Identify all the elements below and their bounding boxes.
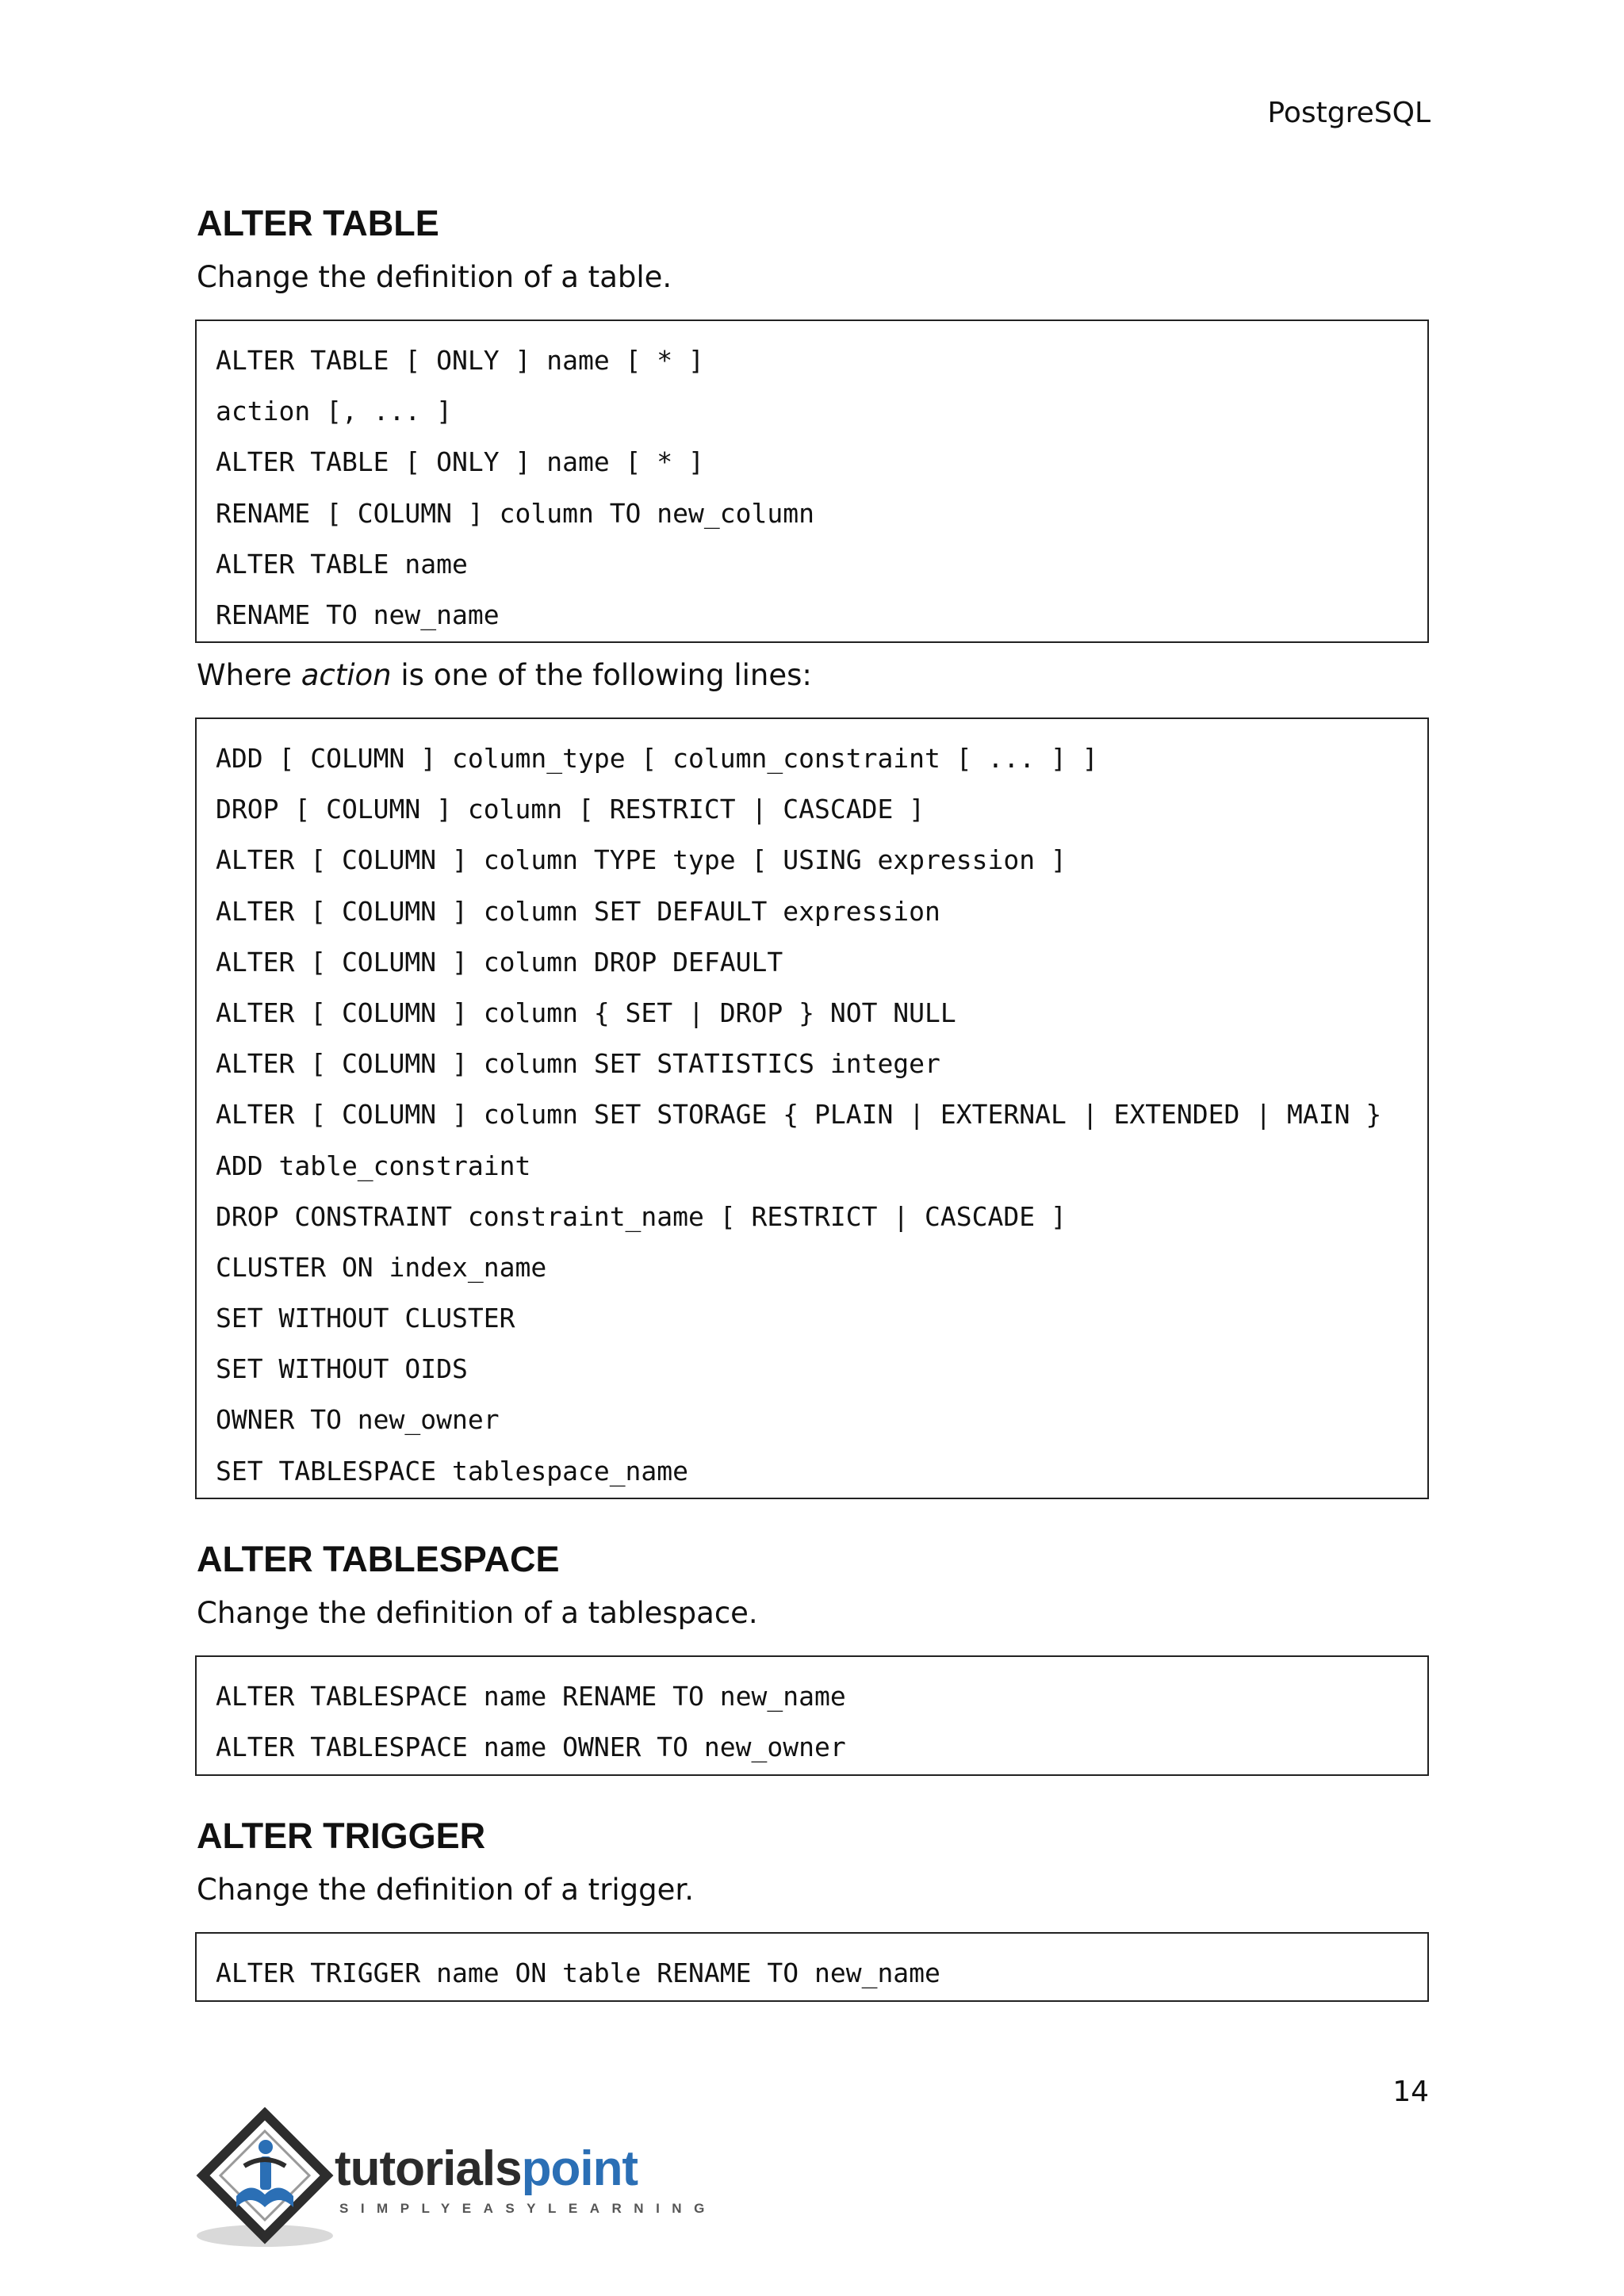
running-header: PostgreSQL [1267,97,1431,129]
code-line: OWNER TO new_owner [216,1404,500,1436]
code-line: ALTER TABLE name [216,548,468,580]
code-line: DROP CONSTRAINT constraint_name [ RESTRICT | CASCADE ] [216,1200,1067,1232]
section-title-alter-tablespace: ALTER TABLESPACE [197,1539,560,1579]
code-block-alter-tablespace [195,1655,1429,1776]
code-line: ALTER [ COLUMN ] column SET STORAGE { PLAIN | EXTERNAL | EXTENDED | MAIN } [216,1099,1382,1131]
where-term: action [301,658,392,692]
code-line: RENAME TO new_name [216,599,500,630]
logo-emblem-icon [195,2107,338,2250]
code-block-actions [195,718,1429,1499]
code-line: SET TABLESPACE tablespace_name [216,1455,689,1487]
section-desc-alter-trigger: Change the definition of a trigger. [197,1873,694,1907]
code-line: RENAME [ COLUMN ] column TO new_column [216,497,814,529]
code-line: action [, ... ] [216,396,453,427]
tutorialspoint-logo [195,2107,717,2250]
code-line: ALTER TABLESPACE name RENAME TO new_name [216,1681,846,1712]
section-title-alter-table: ALTER TABLE [197,203,439,243]
code-line: ADD table_constraint [216,1150,531,1181]
code-line: DROP [ COLUMN ] column [ RESTRICT | CASCADE ] [216,794,925,825]
where-suffix: is one of the following lines: [391,658,812,692]
code-line: ALTER TABLE [ ONLY ] name [ * ] [216,345,704,376]
code-line: ALTER [ COLUMN ] column SET DEFAULT expression [216,895,940,927]
page-number: 14 [1392,2076,1429,2108]
code-line: ALTER [ COLUMN ] column DROP DEFAULT [216,946,783,978]
logo-wordmark: tutorialspoint [335,2141,638,2196]
code-line: SET WITHOUT CLUSTER [216,1303,515,1334]
code-block-alter-table [195,320,1429,643]
where-action-note [197,658,812,692]
code-line: ALTER [ COLUMN ] column { SET | DROP } NOT NULL [216,997,956,1028]
code-line: ALTER TABLE [ ONLY ] name [ * ] [216,446,704,478]
section-desc-alter-tablespace: Change the definition of a tablespace. [197,1596,758,1630]
code-line: CLUSTER ON index_name [216,1251,547,1283]
section-title-alter-trigger: ALTER TRIGGER [197,1816,486,1856]
code-line: ALTER [ COLUMN ] column TYPE type [ USING expression ] [216,844,1067,876]
code-line: ALTER TRIGGER name ON table RENAME TO new_name [216,1957,940,1988]
code-line: ADD [ COLUMN ] column_type [ column_constraint [ ... ] ] [216,743,1098,774]
where-prefix: Where [197,658,301,692]
logo-tagline: SIMPLYEASYLEARNING [339,2201,717,2216]
code-line: ALTER TABLESPACE name OWNER TO new_owner [216,1732,846,1763]
section-desc-alter-table: Change the definition of a table. [197,260,672,294]
code-line: SET WITHOUT OIDS [216,1353,468,1385]
code-line: ALTER [ COLUMN ] column SET STATISTICS integer [216,1048,940,1080]
code-block-alter-trigger [195,1932,1429,2002]
